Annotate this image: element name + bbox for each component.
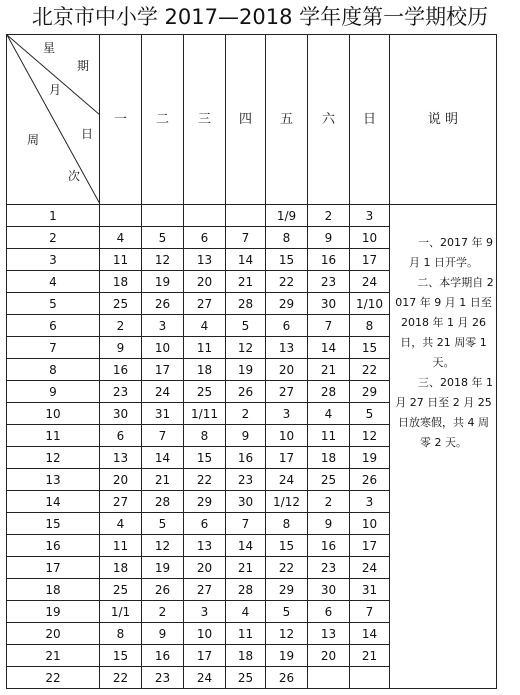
day-cell: 27 (184, 579, 226, 601)
day-cell: 28 (142, 491, 184, 513)
day-cell: 29 (266, 579, 308, 601)
day-cell: 18 (308, 447, 350, 469)
day-cell: 6 (266, 315, 308, 337)
day-cell: 18 (100, 271, 142, 293)
day-cell: 18 (100, 557, 142, 579)
day-cell: 11 (226, 623, 266, 645)
week-number-cell: 9 (7, 381, 100, 403)
day-cell: 3 (142, 315, 184, 337)
day-cell: 31 (142, 403, 184, 425)
day-cell: 22 (350, 359, 390, 381)
school-calendar-table (6, 34, 497, 689)
day-cell: 16 (226, 447, 266, 469)
day-cell: 19 (142, 271, 184, 293)
day-cell: 10 (350, 227, 390, 249)
day-cell: 23 (226, 469, 266, 491)
day-cell: 8 (184, 425, 226, 447)
day-cell: 17 (142, 359, 184, 381)
corner-label-ci: 次 (68, 169, 81, 183)
day-cell: 6 (184, 227, 226, 249)
weekday-mon: 一 (100, 35, 142, 205)
day-cell: 21 (226, 557, 266, 579)
day-cell: 20 (308, 645, 350, 667)
page-title: 北京市中小学 2017—2018 学年度第一学期校历 (31, 5, 489, 29)
day-cell: 13 (184, 535, 226, 557)
day-cell: 28 (226, 293, 266, 315)
week-number-cell: 19 (7, 601, 100, 623)
day-cell: 26 (266, 667, 308, 689)
day-cell: 14 (350, 623, 390, 645)
day-cell: 8 (266, 227, 308, 249)
day-cell: 9 (226, 425, 266, 447)
day-cell: 23 (142, 667, 184, 689)
day-cell: 22 (266, 271, 308, 293)
day-cell: 4 (308, 403, 350, 425)
day-cell: 26 (350, 469, 390, 491)
day-cell: 25 (100, 579, 142, 601)
day-cell: 3 (350, 205, 390, 227)
day-cell: 21 (350, 645, 390, 667)
day-cell: 24 (266, 469, 308, 491)
day-cell: 21 (308, 359, 350, 381)
corner-header-cell (7, 35, 100, 205)
day-cell: 7 (350, 601, 390, 623)
day-cell: 26 (226, 381, 266, 403)
week-number-cell: 10 (7, 403, 100, 425)
day-cell: 25 (184, 381, 226, 403)
day-cell: 25 (226, 667, 266, 689)
day-cell: 1/10 (350, 293, 390, 315)
week-number-cell: 2 (7, 227, 100, 249)
day-cell: 15 (266, 249, 308, 271)
day-cell: 16 (142, 645, 184, 667)
day-cell: 23 (100, 381, 142, 403)
day-cell (350, 667, 390, 689)
day-cell: 13 (308, 623, 350, 645)
day-cell: 11 (184, 337, 226, 359)
day-cell: 24 (184, 667, 226, 689)
day-cell: 9 (100, 337, 142, 359)
day-cell: 12 (226, 337, 266, 359)
day-cell (184, 205, 226, 227)
day-cell: 14 (308, 337, 350, 359)
weekday-wed: 三 (184, 35, 226, 205)
day-cell: 31 (350, 579, 390, 601)
note-paragraph: 二、本学期自 2017 年 9 月 1 日至 2018 年 1 月 26 日，共 21 周零 1 天。 (395, 276, 494, 369)
day-cell: 6 (184, 513, 226, 535)
week-number-cell: 3 (7, 249, 100, 271)
day-cell: 10 (350, 513, 390, 535)
day-cell: 17 (350, 249, 390, 271)
week-number-cell: 13 (7, 469, 100, 491)
day-cell: 16 (100, 359, 142, 381)
day-cell: 27 (184, 293, 226, 315)
day-cell: 27 (100, 491, 142, 513)
day-cell: 19 (226, 359, 266, 381)
day-cell: 30 (308, 293, 350, 315)
note-paragraph: 三、2018 年 1 月 27 日至 2 月 25 日放寒假，共 4 周零 2 天。 (395, 376, 493, 449)
day-cell: 27 (266, 381, 308, 403)
day-cell: 29 (184, 491, 226, 513)
day-cell: 15 (266, 535, 308, 557)
day-cell: 5 (226, 315, 266, 337)
week-number-cell: 5 (7, 293, 100, 315)
day-cell: 3 (266, 403, 308, 425)
day-cell: 22 (100, 667, 142, 689)
day-cell (100, 205, 142, 227)
day-cell: 28 (226, 579, 266, 601)
calendar-body (7, 205, 497, 689)
day-cell: 10 (142, 337, 184, 359)
day-cell: 5 (266, 601, 308, 623)
day-cell: 18 (226, 645, 266, 667)
day-cell: 17 (350, 535, 390, 557)
day-cell: 25 (100, 293, 142, 315)
day-cell: 13 (266, 337, 308, 359)
week-number-cell: 20 (7, 623, 100, 645)
table-row (7, 205, 497, 227)
day-cell: 6 (308, 601, 350, 623)
day-cell: 24 (350, 557, 390, 579)
day-cell: 1/9 (266, 205, 308, 227)
day-cell: 1/12 (266, 491, 308, 513)
day-cell: 3 (184, 601, 226, 623)
day-cell: 5 (142, 513, 184, 535)
day-cell: 16 (308, 249, 350, 271)
day-cell: 4 (100, 513, 142, 535)
week-number-cell: 8 (7, 359, 100, 381)
weekday-sun: 日 (350, 35, 390, 205)
day-cell: 11 (308, 425, 350, 447)
day-cell: 24 (350, 271, 390, 293)
week-number-cell: 14 (7, 491, 100, 513)
day-cell: 22 (266, 557, 308, 579)
day-cell: 20 (100, 469, 142, 491)
day-cell: 29 (266, 293, 308, 315)
day-cell: 2 (100, 315, 142, 337)
week-number-cell: 16 (7, 535, 100, 557)
day-cell (308, 667, 350, 689)
corner-label-xing: 星 (43, 41, 56, 55)
day-cell: 8 (100, 623, 142, 645)
day-cell: 4 (226, 601, 266, 623)
day-cell: 12 (350, 425, 390, 447)
weekday-thu: 四 (226, 35, 266, 205)
day-cell: 7 (226, 513, 266, 535)
day-cell: 8 (350, 315, 390, 337)
day-cell: 8 (266, 513, 308, 535)
day-cell: 2 (226, 403, 266, 425)
day-cell: 12 (142, 249, 184, 271)
day-cell: 14 (226, 535, 266, 557)
day-cell: 12 (266, 623, 308, 645)
day-cell: 14 (142, 447, 184, 469)
day-cell: 9 (142, 623, 184, 645)
day-cell: 26 (142, 579, 184, 601)
day-cell: 5 (142, 227, 184, 249)
header-row (7, 35, 497, 205)
day-cell: 5 (350, 403, 390, 425)
day-cell: 6 (100, 425, 142, 447)
day-cell: 19 (266, 645, 308, 667)
day-cell: 22 (184, 469, 226, 491)
week-number-cell: 7 (7, 337, 100, 359)
notes-cell (390, 205, 497, 689)
week-number-cell: 6 (7, 315, 100, 337)
day-cell: 2 (142, 601, 184, 623)
day-cell: 25 (308, 469, 350, 491)
day-cell: 10 (266, 425, 308, 447)
day-cell: 11 (100, 535, 142, 557)
day-cell: 9 (308, 513, 350, 535)
day-cell: 21 (226, 271, 266, 293)
day-cell: 7 (308, 315, 350, 337)
day-cell (226, 205, 266, 227)
day-cell: 11 (100, 249, 142, 271)
day-cell: 26 (142, 293, 184, 315)
day-cell: 7 (226, 227, 266, 249)
day-cell: 21 (142, 469, 184, 491)
day-cell: 17 (266, 447, 308, 469)
week-number-cell: 17 (7, 557, 100, 579)
week-number-cell: 15 (7, 513, 100, 535)
day-cell: 20 (266, 359, 308, 381)
day-cell: 16 (308, 535, 350, 557)
day-cell: 19 (350, 447, 390, 469)
day-cell: 15 (100, 645, 142, 667)
day-cell: 4 (184, 315, 226, 337)
notes-header: 说 明 (390, 35, 497, 205)
week-number-cell: 12 (7, 447, 100, 469)
day-cell: 30 (308, 579, 350, 601)
day-cell: 29 (350, 381, 390, 403)
day-cell: 24 (142, 381, 184, 403)
day-cell: 19 (142, 557, 184, 579)
day-cell: 20 (184, 557, 226, 579)
day-cell: 17 (184, 645, 226, 667)
day-cell: 14 (226, 249, 266, 271)
week-number-cell: 1 (7, 205, 100, 227)
day-cell (142, 205, 184, 227)
day-cell: 28 (308, 381, 350, 403)
day-cell: 7 (142, 425, 184, 447)
day-cell: 15 (350, 337, 390, 359)
day-cell: 13 (184, 249, 226, 271)
week-number-cell: 21 (7, 645, 100, 667)
week-number-cell: 11 (7, 425, 100, 447)
corner-label-zhou: 周 (27, 133, 40, 147)
day-cell: 15 (184, 447, 226, 469)
day-cell: 10 (184, 623, 226, 645)
day-cell: 18 (184, 359, 226, 381)
day-cell: 2 (308, 491, 350, 513)
day-cell: 1/1 (100, 601, 142, 623)
day-cell: 30 (226, 491, 266, 513)
day-cell: 12 (142, 535, 184, 557)
day-cell: 9 (308, 227, 350, 249)
day-cell: 20 (184, 271, 226, 293)
week-number-cell: 18 (7, 579, 100, 601)
day-cell: 4 (100, 227, 142, 249)
weekday-fri: 五 (266, 35, 308, 205)
week-number-cell: 4 (7, 271, 100, 293)
day-cell: 3 (350, 491, 390, 513)
weekday-sat: 六 (308, 35, 350, 205)
corner-label-yue: 月 (49, 83, 62, 97)
week-number-cell: 22 (7, 667, 100, 689)
day-cell: 13 (100, 447, 142, 469)
day-cell: 1/11 (184, 403, 226, 425)
weekday-tue: 二 (142, 35, 184, 205)
note-paragraph: 一、2017 年 9 月 1 日开学。 (409, 236, 493, 269)
day-cell: 23 (308, 271, 350, 293)
day-cell: 30 (100, 403, 142, 425)
day-cell: 23 (308, 557, 350, 579)
corner-label-qi: 期 (77, 59, 90, 73)
day-cell: 2 (308, 205, 350, 227)
corner-label-ri: 日 (81, 127, 94, 141)
